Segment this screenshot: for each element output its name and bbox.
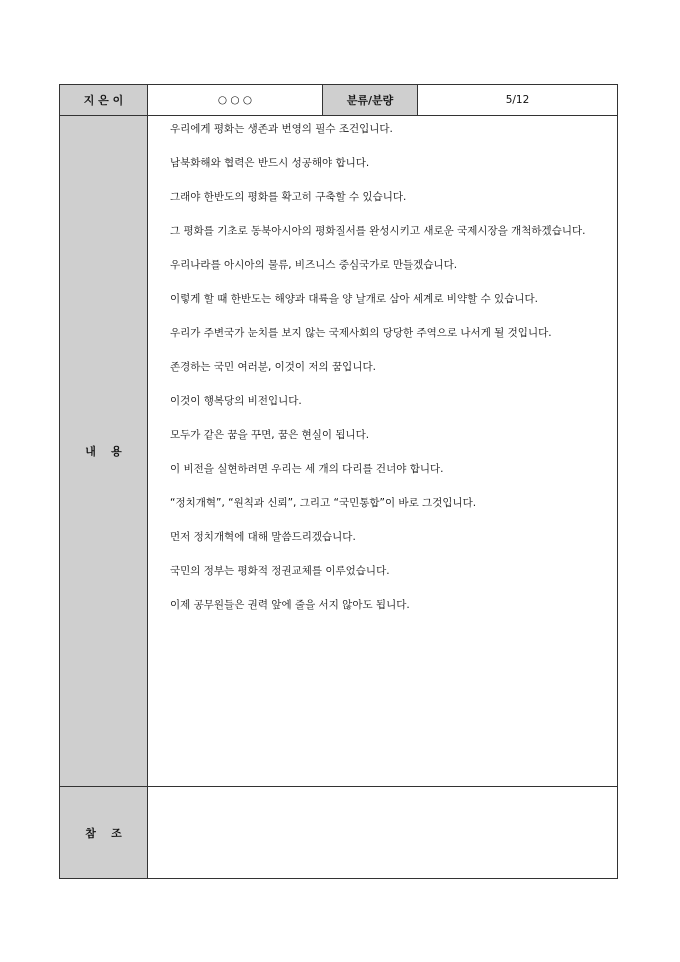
content-row	[60, 116, 618, 787]
content-paragraph: 모두가 같은 꿈을 꾸면, 꿈은 현실이 됩니다.	[170, 429, 370, 441]
paragraph-list	[148, 120, 617, 615]
content-paragraph: 우리가 주변국가 눈치를 보지 않는 국제사회의 당당한 주역으로 나서게 될 것입니다.	[170, 327, 552, 339]
reference-label	[60, 787, 148, 879]
content-paragraph: 국민의 정부는 평화적 정권교체를 이루었습니다.	[170, 565, 390, 577]
category-value: 5/12	[418, 85, 618, 116]
reference-label-text: 참 조	[85, 826, 122, 840]
content-paragraph: 남북화해와 협력은 반드시 성공해야 합니다.	[170, 157, 370, 169]
content-paragraph: 이 비전을 실현하려면 우리는 세 개의 다리를 건너야 합니다.	[170, 463, 444, 475]
content-paragraph: 그 평화를 기초로 동북아시아의 평화질서를 완성시키고 새로운 국제시장을 개척하겠습니다.	[170, 225, 586, 237]
category-label: 분류/분량	[323, 85, 418, 116]
header-row	[60, 85, 618, 116]
content-label	[60, 116, 148, 787]
content-paragraph: 먼저 정치개혁에 대해 말씀드리겠습니다.	[170, 531, 356, 543]
content-paragraph: 존경하는 국민 여러분, 이것이 저의 꿈입니다.	[170, 361, 376, 373]
reference-row	[60, 787, 618, 879]
content-body	[148, 116, 618, 787]
content-paragraph: 이렇게 할 때 한반도는 해양과 대륙을 양 날개로 삼아 세계로 비약할 수 있습니다.	[170, 293, 538, 305]
content-paragraph: 이제 공무원들은 권력 앞에 줄을 서지 않아도 됩니다.	[170, 599, 410, 611]
content-paragraph: 우리에게 평화는 생존과 번영의 필수 조건입니다.	[170, 123, 393, 135]
content-paragraph: 그래야 한반도의 평화를 확고히 구축할 수 있습니다.	[170, 191, 407, 203]
content-paragraph: 이것이 행복당의 비전입니다.	[170, 395, 302, 407]
document-form	[59, 84, 618, 879]
author-value: ○ ○ ○	[148, 85, 323, 116]
reference-body	[148, 787, 618, 879]
author-label: 지 은 이	[60, 85, 148, 116]
content-label-text: 내 용	[85, 445, 122, 458]
content-paragraph: 우리나라를 아시아의 물류, 비즈니스 중심국가로 만들겠습니다.	[170, 259, 458, 271]
content-paragraph: “정치개혁”, “원칙과 신뢰”, 그리고 “국민통합”이 바로 그것입니다.	[170, 497, 477, 509]
